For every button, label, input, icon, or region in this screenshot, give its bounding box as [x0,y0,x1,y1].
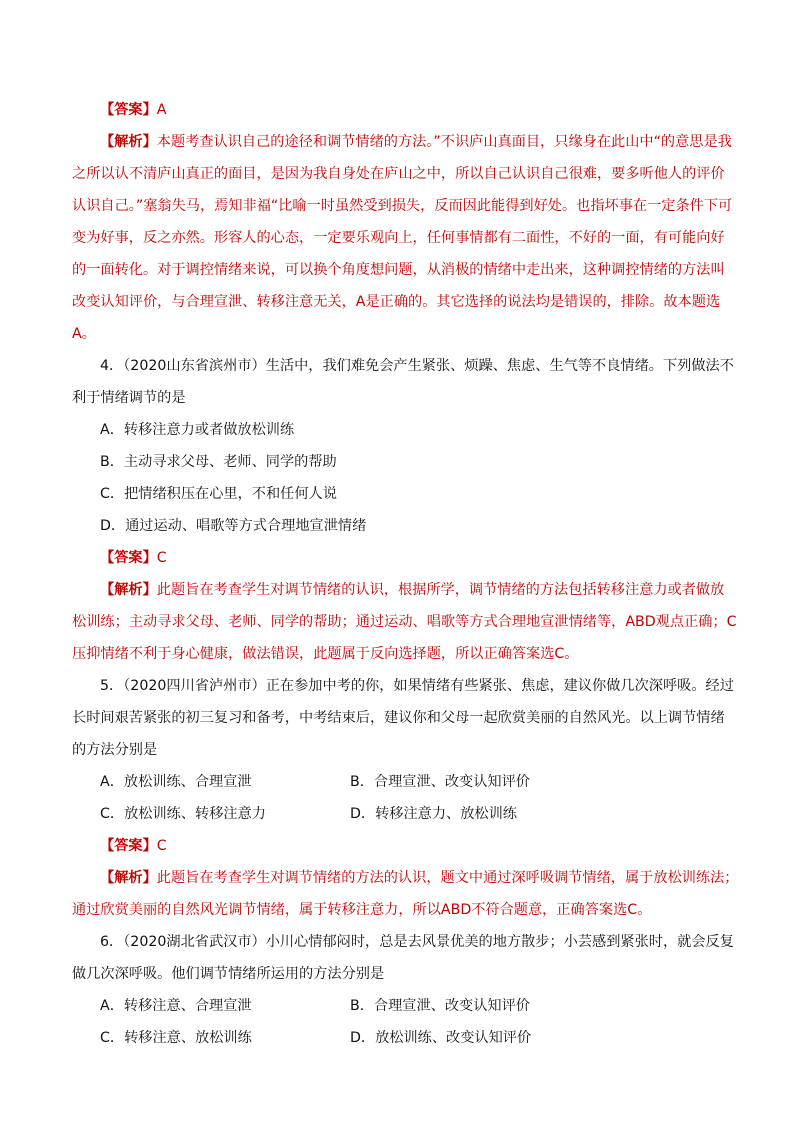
q4-analysis-line: 【解析】此题旨在考查学生对调节情绪的认识，根据所学，调节情绪的方法包括转移注意力或者做放 [100,582,725,598]
q6-option-d: D．放松训练、改变认知评价 [350,1030,532,1046]
q6-option-b: B．合理宣泄、改变认知评价 [350,998,530,1014]
q4-option-a: A．转移注意力或者做放松训练 [100,422,295,438]
q4-stem: 利于情绪调节的是 [72,390,186,406]
q4-option-d: D．通过运动、唱歌等方式合理地宣泄情绪 [100,518,367,534]
answer-value: C [156,550,167,566]
q5-analysis-line: 【解析】此题旨在考查学生对调节情绪的方法的认识，题文中通过深呼吸调节情绪，属于放松训练法； [100,870,739,886]
q3-analysis-line: 变为好事，反之亦然。形容人的心态，一定要乐观向上，任何事情都有二面性，不好的一面，有可能向好 [72,230,725,246]
q4-option-c: C．把情绪积压在心里，不和任何人说 [100,486,337,502]
q3-analysis-line: 改变认知评价，与合理宣泄、转移注意无关，A是正确的。其它选择的说法均是错误的，排除。故本题选 [72,294,721,310]
q5-analysis-line: 通过欣赏美丽的自然风光调节情绪，属于转移注意力，所以ABD不符合题意，正确答案选C。 [72,902,652,918]
analysis-label: 【解析】 [100,582,157,598]
answer-label: 【答案】 [100,838,157,854]
q5-option-a: A．放松训练、合理宣泄 [100,774,252,790]
q5-stem: 5．（2020四川省泸州市）正在参加中考的你，如果情绪有些紧张、焦虑，建议你做几次深呼吸。经过 [100,678,734,694]
q5-stem: 长时间艰苦紧张的初三复习和备考，中考结束后，建议你和父母一起欣赏美丽的自然风光。以上调节情绪 [72,710,725,726]
q5-option-c: C．放松训练、转移注意力 [100,806,266,822]
q3-analysis-line: 的一面转化。对于调控情绪来说，可以换个角度想问题，从消极的情绪中走出来，这种调控情绪的方法叫 [72,262,725,278]
answer-value: A [156,102,167,118]
q5-stem: 的方法分别是 [72,742,158,758]
q3-analysis-line: 【解析】本题考查认识自己的途径和调节情绪的方法。”不识庐山真面目，只缘身在此山中“的意思是我 [100,134,732,150]
q6-option-a: A．转移注意、合理宣泄 [100,998,252,1014]
q5-answer [100,837,167,855]
q6-option-c: C．转移注意、放松训练 [100,1030,252,1046]
q6-stem: 做几次深呼吸。他们调节情绪所运用的方法分别是 [72,966,385,982]
analysis-label: 【解析】 [100,134,157,150]
q4-analysis-line: 松训练；主动寻求父母、老师、同学的帮助；通过运动、唱歌等方式合理地宣泄情绪等，ABD观点正确；C [72,614,737,630]
q4-option-b: B．主动寻求父母、老师、同学的帮助 [100,454,337,470]
answer-value: C [156,838,167,854]
answer-label: 【答案】 [100,550,157,566]
q3-answer [100,101,166,119]
q3-analysis-line: 认识自己。”塞翁失马，焉知非福“比喻一时虽然受到损失，反而因此能得到好处。也指坏事在一定条件下可 [72,198,733,214]
q3-analysis-line: 之所以认不清庐山真正的面目，是因为我自身处在庐山之中，所以自己认识自己很难，要多听他人的评价 [72,166,725,182]
q5-option-b: B．合理宣泄、改变认知评价 [350,774,530,790]
analysis-label: 【解析】 [100,870,157,886]
q4-analysis-line: 压抑情绪不利于身心健康，做法错误，此题属于反向选择题，所以正确答案选C。 [72,646,579,662]
answer-label: 【答案】 [100,102,157,118]
q3-analysis-line: A。 [72,326,96,342]
q4-answer [100,549,167,567]
q4-stem: 4．（2020山东省滨州市）生活中，我们难免会产生紧张、烦躁、焦虑、生气等不良情绪。下列做法不 [100,358,734,374]
q5-option-d: D．转移注意力、放松训练 [350,806,517,822]
q6-stem: 6．（2020湖北省武汉市）小川心情郁闷时，总是去风景优美的地方散步；小芸感到紧张时，就会反复 [100,934,734,950]
